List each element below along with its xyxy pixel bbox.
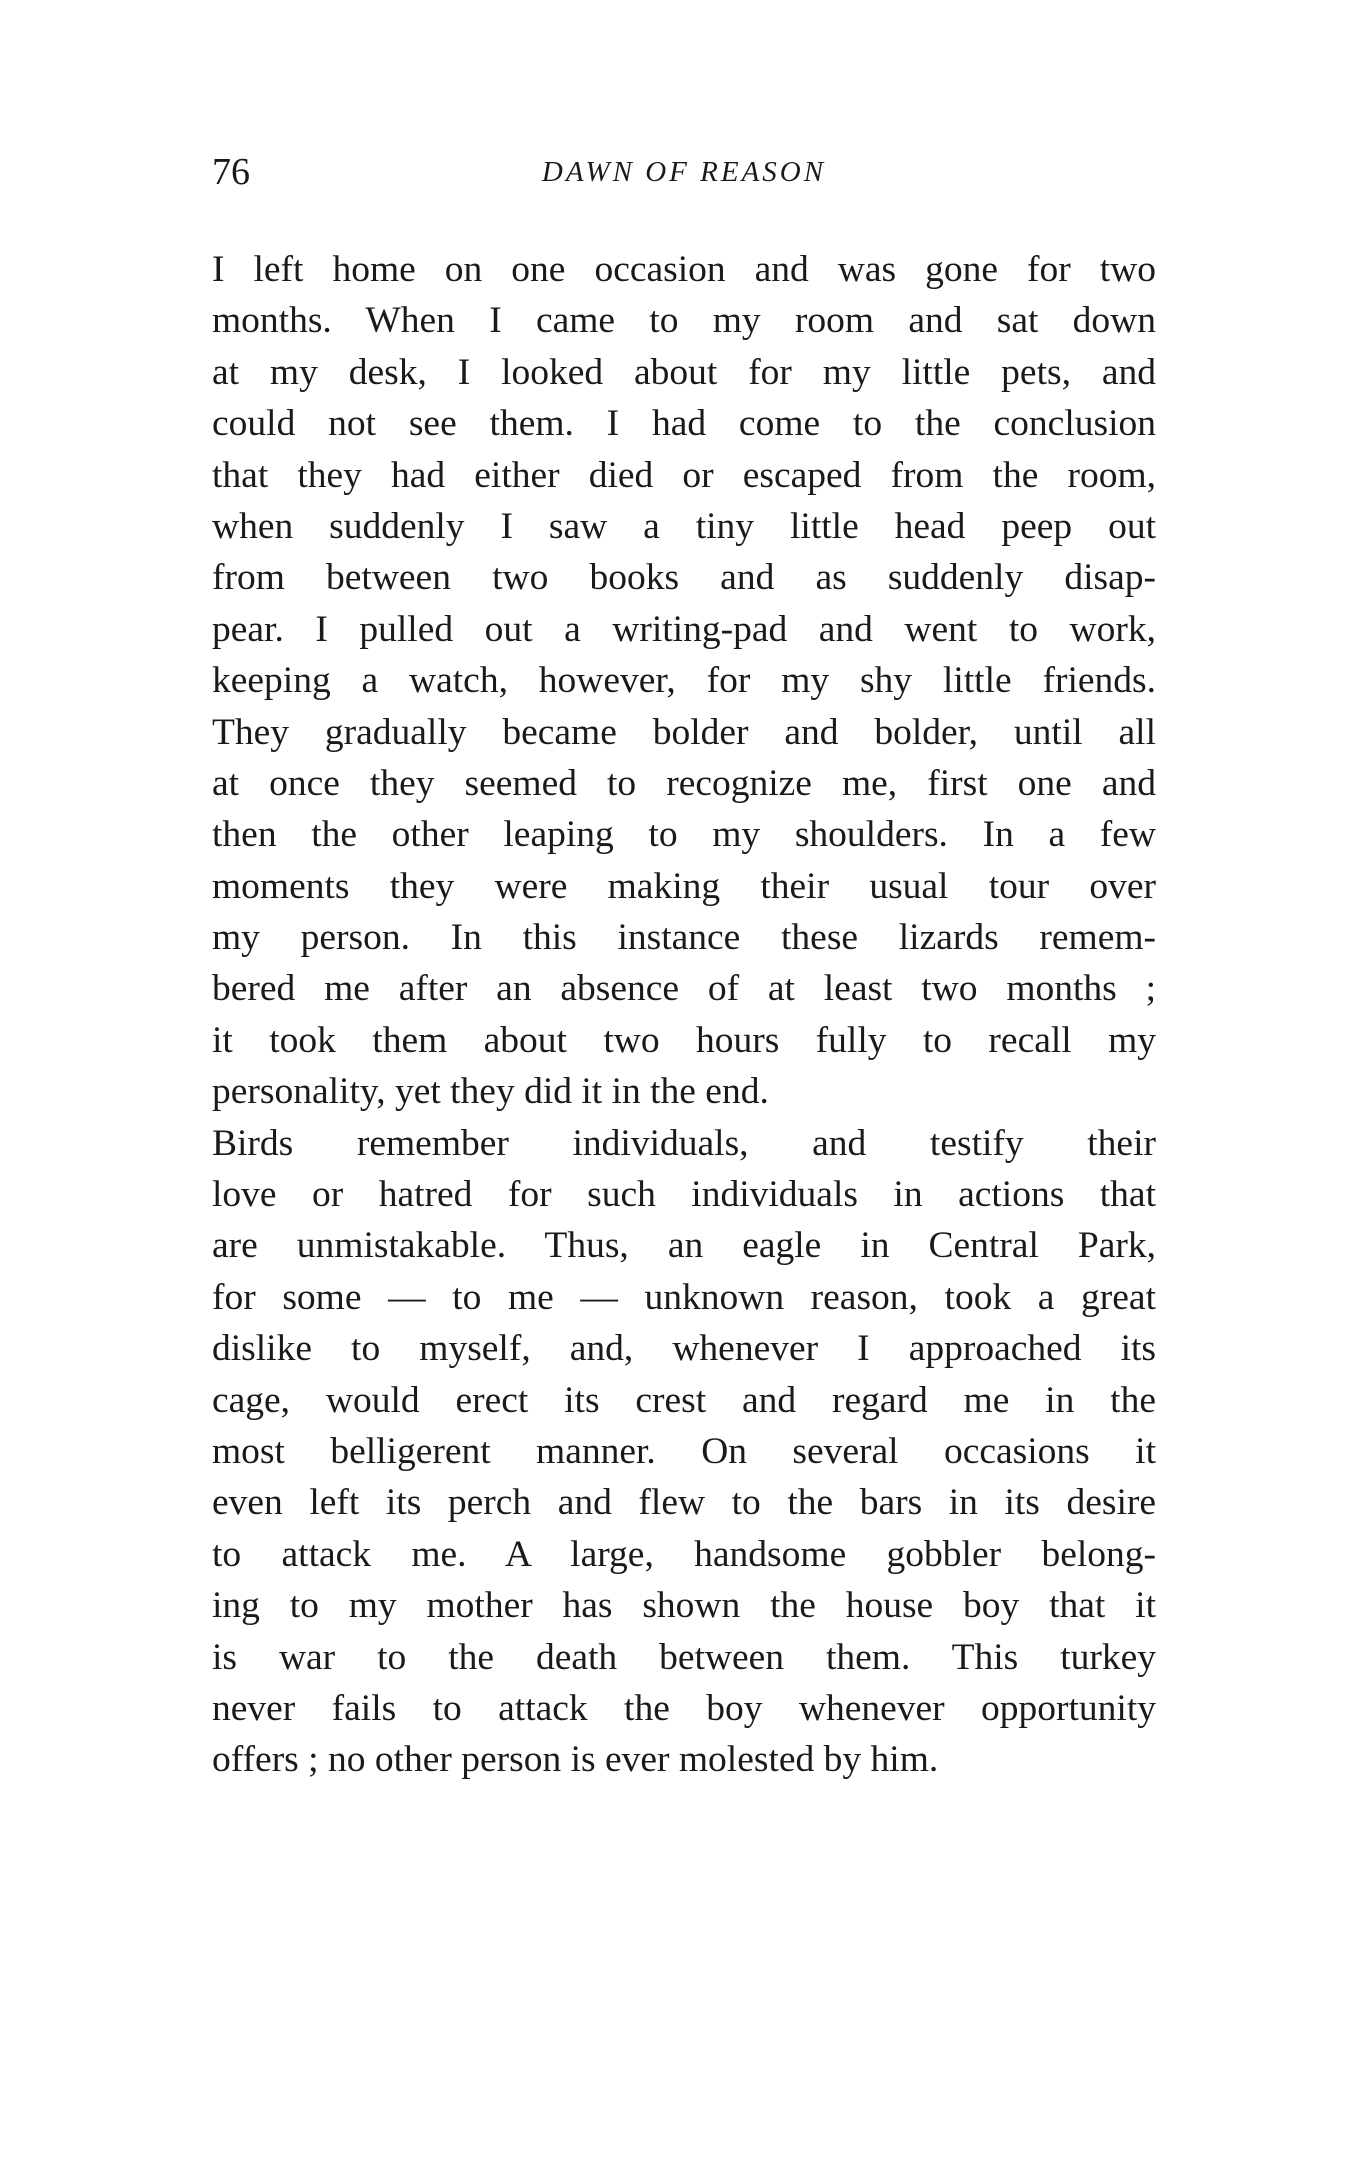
paragraph	[212, 1118, 1156, 1786]
text-line: I left home on one occasion and was gone for two	[212, 249, 1156, 290]
text-line: moments they were making their usual tour over	[212, 865, 1156, 907]
text-line: when suddenly I saw a tiny little head peep out	[212, 505, 1156, 547]
text-line: to attack me. A large, handsome gobbler belong-	[212, 1533, 1156, 1575]
text-line: never fails to attack the boy whenever opportunity	[212, 1687, 1156, 1729]
text-line: it took them about two hours fully to recall my	[212, 1019, 1156, 1061]
running-title: DAWN OF REASON	[541, 156, 827, 188]
text-line: personality, yet they did it in the end.	[212, 1071, 769, 1113]
text-line: even left its perch and flew to the bars in its desire	[212, 1482, 1156, 1524]
text-line: at my desk, I looked about for my little pets, and	[212, 351, 1156, 393]
text-line: keeping a watch, however, for my shy little friends.	[212, 660, 1156, 702]
text-line: are unmistakable. Thus, an eagle in Central Park,	[212, 1225, 1156, 1267]
text-line: most belligerent manner. On several occasions it	[212, 1430, 1156, 1472]
text-line: love or hatred for such individuals in actions that	[212, 1174, 1156, 1216]
paragraph	[212, 244, 1156, 1118]
text-line: dislike to myself, and, whenever I approached its	[212, 1328, 1156, 1370]
text-line: could not see them. I had come to the conclusion	[212, 403, 1156, 445]
text-line: then the other leaping to my shoulders. In a few	[212, 814, 1156, 856]
text-line: bered me after an absence of at least two months ;	[212, 968, 1156, 1010]
page-header	[212, 150, 1156, 200]
text-line: is war to the death between them. This turkey	[212, 1636, 1156, 1678]
body-text	[212, 244, 1156, 1786]
text-line: Birds remember individuals, and testify their	[212, 1122, 1156, 1164]
text-line: at once they seemed to recognize me, first one and	[212, 762, 1156, 804]
text-line: They gradually became bolder and bolder, until all	[212, 711, 1156, 753]
text-line: for some — to me — unknown reason, took a great	[212, 1276, 1156, 1318]
text-line: that they had either died or escaped from the room,	[212, 454, 1156, 496]
page-number: 76	[212, 151, 250, 193]
text-line: my person. In this instance these lizards remem-	[212, 917, 1156, 959]
text-line: ing to my mother has shown the house boy that it	[212, 1585, 1156, 1627]
text-line: pear. I pulled out a writing-pad and went to work,	[212, 608, 1156, 650]
text-line: offers ; no other person is ever molested by him.	[212, 1739, 939, 1781]
text-line: months. When I came to my room and sat down	[212, 300, 1156, 342]
text-line: cage, would erect its crest and regard me in the	[212, 1379, 1156, 1421]
text-line: from between two books and as suddenly disap-	[212, 557, 1156, 599]
